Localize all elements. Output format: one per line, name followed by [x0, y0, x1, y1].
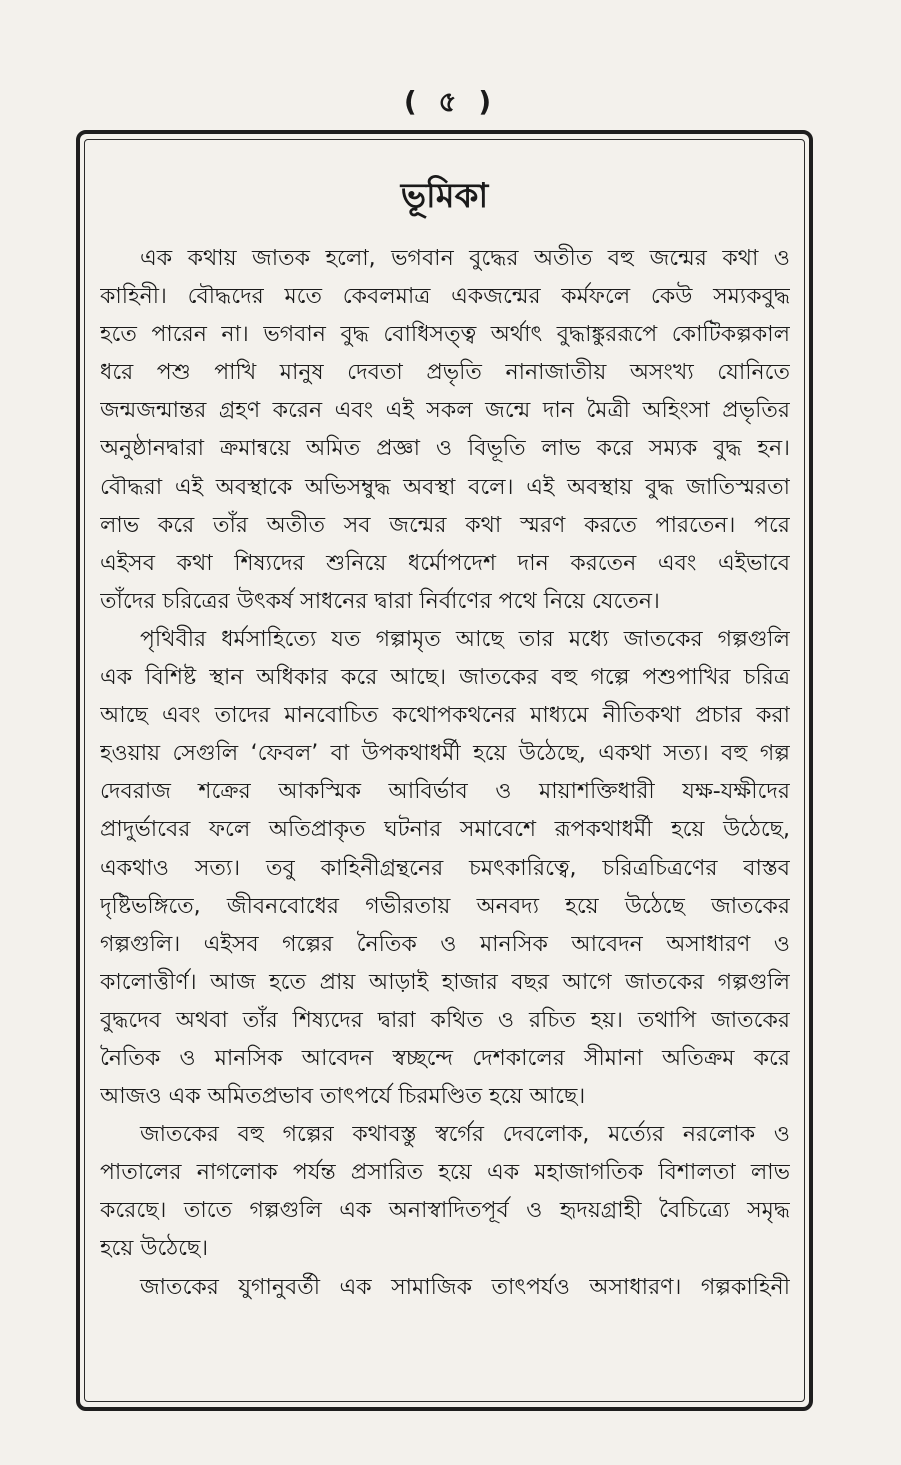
text-line: করেছে। তাতে গল্পগুলি এক অনাস্বাদিতপূর্ব ও হৃদয়গ্রাহী বৈচিত্র্যে সমৃদ্ধ: [100, 1198, 790, 1224]
text-line: ধরে পশু পাখি মানুষ দেবতা প্রভৃতি নানাজাতীয় অসংখ্য যোনিতে: [100, 360, 790, 386]
text-line: হতে পারেন না। ভগবান বুদ্ধ বোধিসত্ত্ব অর্থাৎ বুদ্ধাঙ্কুররূপে কোটিকল্পকাল: [100, 322, 790, 348]
text-line: কালোত্তীর্ণ। আজ হতে প্রায় আড়াই হাজার বছর আগে জাতকের গল্পগুলি: [100, 969, 790, 995]
text-line: আজও এক অমিতপ্রভাব তাৎপর্যে চিরমণ্ডিত হয়ে আছে।: [100, 1084, 586, 1110]
text-line: এইসব কথা শিষ্যদের শুনিয়ে ধর্মোপদেশ দান করতেন এবং এইভাবে: [100, 550, 790, 576]
text-line: লাভ করে তাঁর অতীত সব জন্মের কথা স্মরণ করতে পারতেন। পরে: [100, 512, 790, 538]
text-line: বৌদ্ধরা এই অবস্থাকে অভিসম্বুদ্ধ অবস্থা বলে। এই অবস্থায় বুদ্ধ জাতিস্মরতা: [100, 474, 790, 500]
text-line: এক কথায় জাতক হলো, ভগবান বুদ্ধের অতীত বহু জন্মের কথা ও: [140, 246, 790, 271]
text-line: গল্পগুলি। এইসব গল্পের নৈতিক ও মানসিক আবেদন অসাধারণ ও: [100, 931, 790, 957]
text-line: অনুষ্ঠানদ্বারা ক্রমান্বয়ে অমিত প্রজ্ঞা ও বিভূতি লাভ করে সম্যক বুদ্ধ হন।: [100, 436, 790, 462]
text-line: তাঁদের চরিত্রের উৎকর্ষ সাধনের দ্বারা নির্বাণের পথে নিয়ে যেতেন।: [100, 588, 660, 614]
text-line: হয়ে উঠেছে।: [100, 1236, 209, 1262]
text-line: একথাও সত্য। তবু কাহিনীগ্রন্থনের চমৎকারিত্বে, চরিত্রচিত্রণের বাস্তব: [100, 855, 790, 881]
text-line: পৃথিবীর ধর্মসাহিত্যে যত গল্পামৃত আছে তার মধ্যে জাতকের গল্পগুলি: [140, 626, 790, 652]
body-text: [100, 240, 790, 1307]
text-line: আছে এবং তাদের মানবোচিত কথোপকথনের মাধ্যমে নীতিকথা প্রচার করা: [100, 703, 790, 729]
text-line: প্রাদুর্ভাবের ফলে অতিপ্রাকৃত ঘটনার সমাবেশে রূপকথাধর্মী হয়ে উঠেছে,: [100, 817, 790, 843]
text-line: পাতালের নাগলোক পর্যন্ত প্রসারিত হয়ে এক মহাজাগতিক বিশালতা লাভ: [100, 1160, 790, 1186]
text-line: দেবরাজ শক্রের আকস্মিক আবির্ভাব ও মায়াশক্তিধারী যক্ষ-যক্ষীদের: [100, 779, 790, 805]
text-line: কাহিনী। বৌদ্ধদের মতে কেবলমাত্র একজন্মের কর্মফলে কেউ সম্যকবুদ্ধ: [100, 284, 790, 310]
text-line: হওয়ায় সেগুলি ‘ফেবল’ বা উপকথাধর্মী হয়ে উঠেছে, একথা সত্য। বহু গল্প: [100, 741, 790, 767]
text-line: বুদ্ধদেব অথবা তাঁর শিষ্যদের দ্বারা কথিত ও রচিত হয়। তথাপি জাতকের: [100, 1007, 790, 1033]
text-line: জন্মজন্মান্তর গ্রহণ করেন এবং এই সকল জন্মে দান মৈত্রী অহিংসা প্রভৃতির: [100, 398, 790, 424]
page-title: ভূমিকা: [400, 176, 489, 216]
text-line: দৃষ্টিভঙ্গিতে, জীবনবোধের গভীরতায় অনবদ্য হয়ে উঠেছে জাতকের: [100, 893, 790, 919]
page-number: ( ৫ ): [403, 85, 498, 118]
text-line: এক বিশিষ্ট স্থান অধিকার করে আছে। জাতকের বহু গল্পে পশুপাখির চরিত্র: [100, 665, 790, 691]
text-line: নৈতিক ও মানসিক আবেদন স্বচ্ছন্দে দেশকালের সীমানা অতিক্রম করে: [100, 1045, 790, 1071]
text-line: জাতকের যুগানুবর্তী এক সামাজিক তাৎপর্যও অসাধারণ। গল্পকাহিনী: [140, 1274, 790, 1300]
text-line: জাতকের বহু গল্পের কথাবস্তু স্বর্গের দেবলোক, মর্ত্যের নরলোক ও: [140, 1122, 790, 1148]
